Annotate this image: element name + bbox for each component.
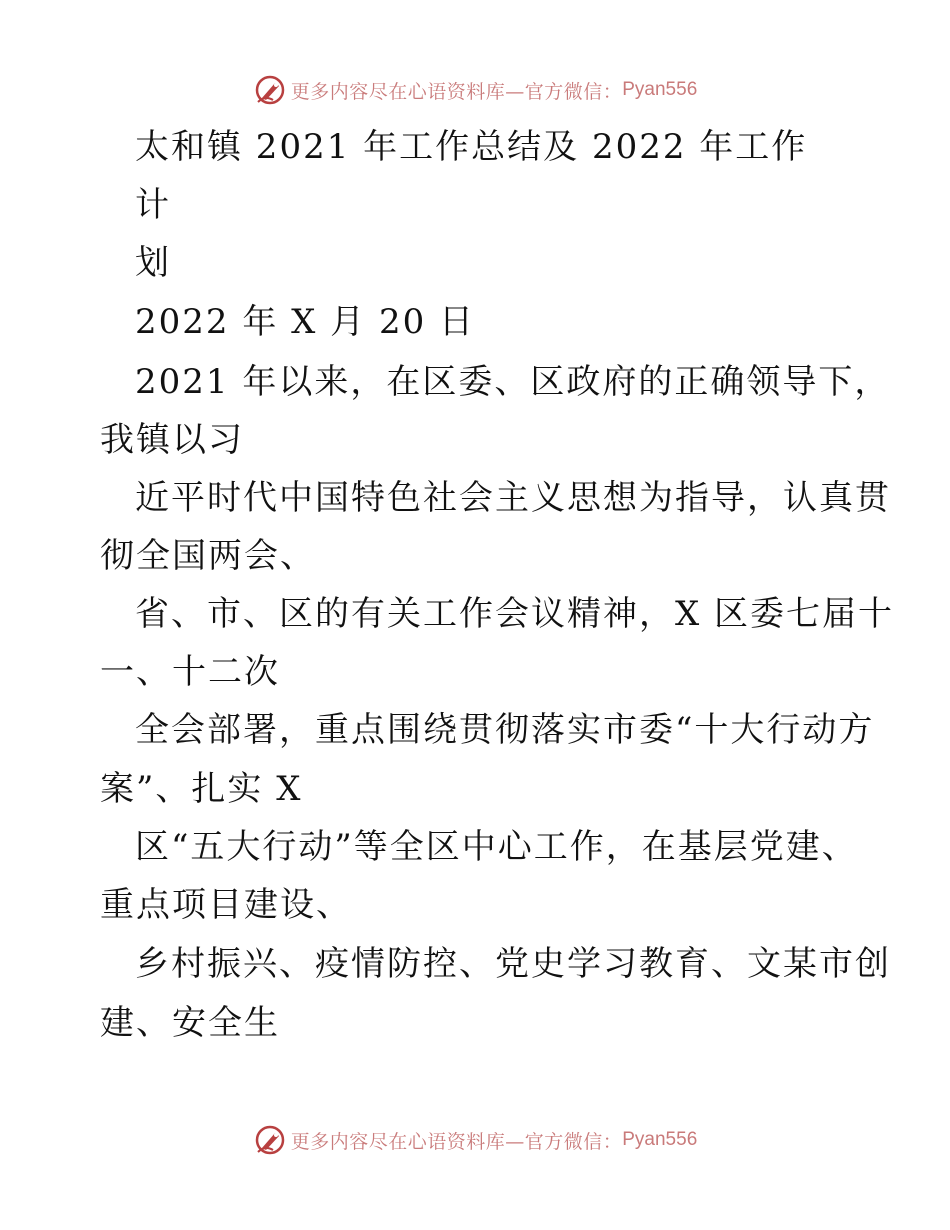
paragraph-line: 重点项目建设、 (100, 885, 352, 925)
paragraph-line: 乡村振兴、疫情防控、党史学习教育、文某市创 (135, 944, 891, 984)
document-date: 2022 年 X 月 20 日 (135, 302, 476, 342)
paragraph-line: 近平时代中国特色社会主义思想为指导，认真贯 (135, 478, 891, 518)
paragraph-line: 全会部署，重点围绕贯彻落实市委“十大行动方 (135, 710, 875, 750)
document-title-line-2: 计 (135, 185, 171, 225)
paragraph-line: 彻全国两会、 (100, 536, 316, 576)
paragraph-line: 建、安全生 (100, 1003, 280, 1043)
header-watermark (0, 70, 950, 110)
paragraph-line: 案”、扎实 X (100, 769, 303, 809)
watermark-text: 更多内容尽在心语资料库—官方微信： (290, 1130, 623, 1153)
watermark-wechat-id: Pyan556 (622, 1129, 698, 1150)
paragraph-line: 我镇以习 (100, 420, 244, 460)
paragraph-line: 一、十二次 (100, 652, 280, 692)
document-title-line-3: 划 (135, 243, 171, 283)
paragraph-line: 区“五大行动”等全区中心工作，在基层党建、 (135, 827, 858, 867)
pen-nib-seal-icon (253, 1123, 287, 1157)
footer-watermark (0, 1120, 950, 1160)
watermark-text: 更多内容尽在心语资料库—官方微信： (290, 80, 623, 103)
watermark-wechat-id: Pyan556 (622, 79, 698, 100)
pen-nib-seal-icon (253, 73, 287, 107)
paragraph-line: 2021 年以来，在区委、区政府的正确领导下， (135, 362, 891, 402)
paragraph-line: 省、市、区的有关工作会议精神，X 区委七届十 (135, 594, 895, 634)
document-title-line-1: 太和镇 2021 年工作总结及 2022 年工作 (135, 127, 808, 167)
